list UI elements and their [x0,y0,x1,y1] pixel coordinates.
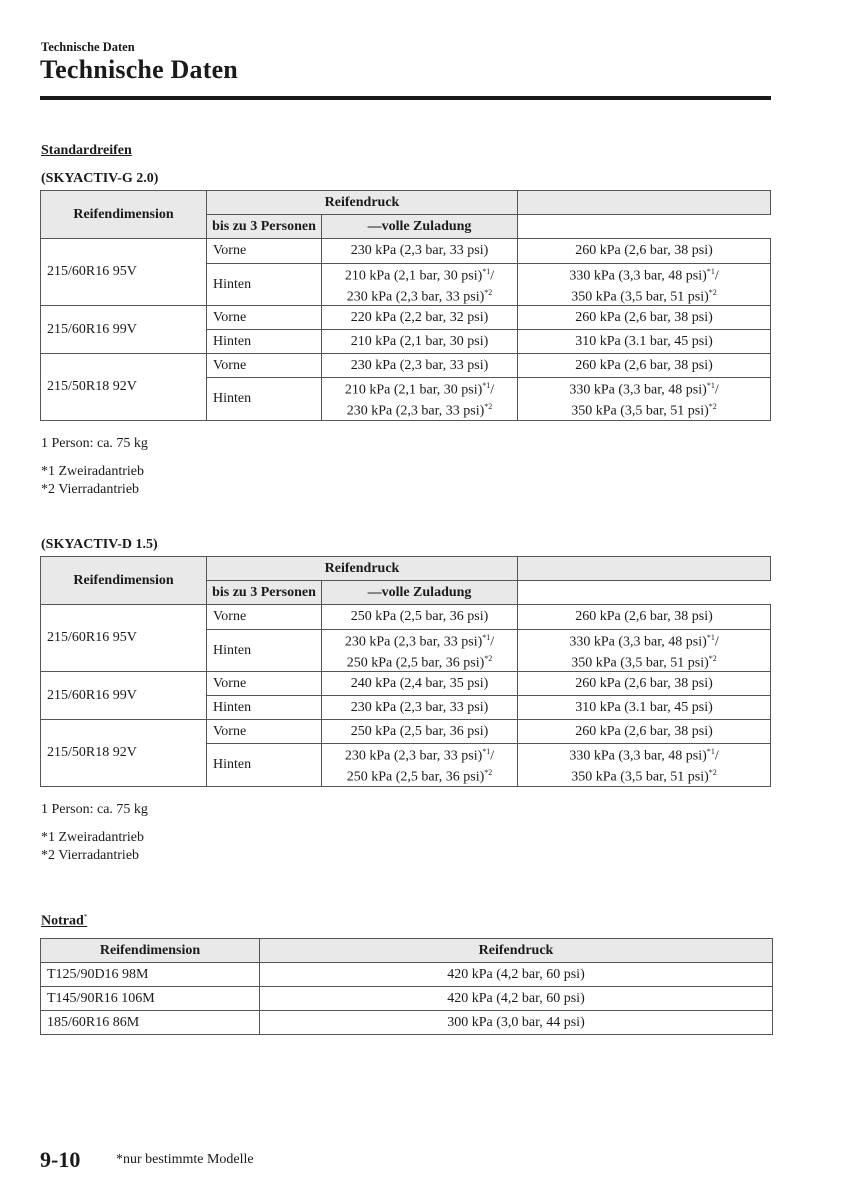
pressure-4wd: 230 kPa (2,3 bar, 33 psi) [346,403,485,419]
pressure-full-load: 260 kPa (2,6 bar, 38 psi) [518,354,771,378]
footnote-models: *nur bestimmte Modelle [116,1152,254,1167]
axle-rear: Hinten [207,630,322,672]
col-header-up-to-3: bis zu 3 Personen [207,581,322,605]
col-header-full-load: —volle Zuladung [322,581,518,605]
pressure-up-to-3: 240 kPa (2,4 bar, 35 psi) [322,672,518,696]
col-header-dimension: Reifendimension [41,557,207,605]
pressure-up-to-3: 220 kPa (2,2 bar, 32 psi) [322,306,518,330]
footnote-4wd: *2 Vierradantrieb [41,482,140,497]
col-header-pressure: Reifendruck [260,939,773,963]
col-header-dimension: Reifendimension [41,939,260,963]
section-title-notrad [41,913,87,930]
engine-subtitle-g20: (SKYACTIV-G 2.0) [41,171,159,186]
pressure-2wd: 230 kPa (2,3 bar, 33 psi) [344,748,483,764]
notrad-title-mark: * [83,913,88,921]
axle-rear: Hinten [207,264,322,306]
notrad-title: Notrad [41,913,84,929]
table-row [41,720,771,744]
axle-rear: Hinten [207,696,322,720]
pressure-up-to-3: 230 kPa (2,3 bar, 33 psi)$^{*1}$/ 250 kPa (2,5 bar, 36 psi)$^{*2}$ [322,630,518,672]
pressure-up-to-3: 250 kPa (2,5 bar, 36 psi) [322,605,518,630]
pressure-2wd: 330 kPa (3,3 bar, 48 psi) [569,634,707,650]
pressure-4wd: 250 kPa (2,5 bar, 36 psi) [346,655,485,671]
col-header-dimension: Reifendimension [41,191,207,239]
pressure-up-to-3: 210 kPa (2,1 bar, 30 psi)$^{*1}$/ 230 kPa (2,3 bar, 33 psi)$^{*2}$ [322,264,518,306]
tire-dimension: 215/50R18 92V [41,354,207,420]
col-header-pressure: Reifendruck [207,557,518,581]
footnote-4wd: *2 Vierradantrieb [41,848,140,863]
table-row [41,354,771,378]
pressure-2wd: 230 kPa (2,3 bar, 33 psi) [344,634,483,650]
axle-front: Vorne [207,605,322,630]
pressure-full-load: 310 kPa (3.1 bar, 45 psi) [518,330,771,354]
pressure-4wd: 350 kPa (3,5 bar, 51 psi) [571,289,709,305]
pressure-2wd: 210 kPa (2,1 bar, 30 psi) [344,268,483,284]
tire-pressure-table-d15 [40,556,771,787]
note-person-weight: 1 Person: ca. 75 kg [41,802,148,817]
pressure-up-to-3: 230 kPa (2,3 bar, 33 psi)$^{*1}$/ 250 kPa (2,5 bar, 36 psi)$^{*2}$ [322,744,518,786]
axle-front: Vorne [207,354,322,378]
table-row [41,1011,773,1035]
tire-dimension: 215/60R16 99V [41,306,207,354]
pressure-2wd: 330 kPa (3,3 bar, 48 psi) [569,382,707,398]
pressure-full-load: 260 kPa (2,6 bar, 38 psi) [518,605,771,630]
table-row [41,605,771,630]
engine-subtitle-d15: (SKYACTIV-D 1.5) [41,537,158,552]
pressure-2wd: 330 kPa (3,3 bar, 48 psi) [569,748,707,764]
axle-front: Vorne [207,239,322,264]
footnote-2wd: *1 Zweiradantrieb [41,464,145,479]
table-row [41,987,773,1011]
table-row [41,239,771,264]
pressure-4wd: 250 kPa (2,5 bar, 36 psi) [346,769,485,785]
axle-front: Vorne [207,720,322,744]
axle-front: Vorne [207,306,322,330]
axle-rear: Hinten [207,378,322,420]
tire-dimension: 215/60R16 95V [41,239,207,306]
pressure-4wd: 350 kPa (3,5 bar, 51 psi) [571,403,709,419]
col-header-pressure-spacer [518,191,771,215]
tire-pressure: 420 kPa (4,2 bar, 60 psi) [260,963,773,987]
page-title: Technische Daten [40,55,238,84]
pressure-full-load: 330 kPa (3,3 bar, 48 psi)$^{*1}$/ 350 kPa (3,5 bar, 51 psi)$^{*2}$ [518,630,771,672]
pressure-up-to-3: 230 kPa (2,3 bar, 33 psi) [322,354,518,378]
tire-dimension: 215/60R16 99V [41,672,207,720]
col-header-up-to-3: bis zu 3 Personen [207,215,322,239]
table-row [41,306,771,330]
tire-pressure: 420 kPa (4,2 bar, 60 psi) [260,987,773,1011]
axle-rear: Hinten [207,744,322,786]
tire-dimension: 215/50R18 92V [41,720,207,786]
pressure-4wd: 350 kPa (3,5 bar, 51 psi) [571,769,709,785]
axle-rear: Hinten [207,330,322,354]
pressure-full-load: 310 kPa (3.1 bar, 45 psi) [518,696,771,720]
pressure-4wd: 230 kPa (2,3 bar, 33 psi) [346,289,485,305]
pressure-up-to-3: 250 kPa (2,5 bar, 36 psi) [322,720,518,744]
pressure-full-load: 330 kPa (3,3 bar, 48 psi)$^{*1}$/ 350 kPa (3,5 bar, 51 psi)$^{*2}$ [518,378,771,420]
pressure-up-to-3: 210 kPa (2,1 bar, 30 psi)$^{*1}$/ 230 kPa (2,3 bar, 33 psi)$^{*2}$ [322,378,518,420]
pressure-2wd: 210 kPa (2,1 bar, 30 psi) [344,382,483,398]
pressure-full-load: 260 kPa (2,6 bar, 38 psi) [518,720,771,744]
pressure-4wd: 350 kPa (3,5 bar, 51 psi) [571,655,709,671]
tire-pressure: 300 kPa (3,0 bar, 44 psi) [260,1011,773,1035]
pressure-up-to-3: 210 kPa (2,1 bar, 30 psi) [322,330,518,354]
spare-tire-table [40,938,773,1035]
table-row [41,672,771,696]
tire-dimension: 215/60R16 95V [41,605,207,672]
note-person-weight: 1 Person: ca. 75 kg [41,436,148,451]
col-header-pressure: Reifendruck [207,191,518,215]
footnote-2wd: *1 Zweiradantrieb [41,830,145,845]
tire-pressure-table-g20 [40,190,771,421]
running-header: Technische Daten [41,40,135,54]
table-row [41,963,773,987]
axle-front: Vorne [207,672,322,696]
pressure-full-load: 330 kPa (3,3 bar, 48 psi)$^{*1}$/ 350 kPa (3,5 bar, 51 psi)$^{*2}$ [518,744,771,786]
section-title-standard: Standardreifen [41,143,132,158]
pressure-full-load: 260 kPa (2,6 bar, 38 psi) [518,239,771,264]
pressure-2wd: 330 kPa (3,3 bar, 48 psi) [569,268,707,284]
pressure-full-load: 330 kPa (3,3 bar, 48 psi)$^{*1}$/ 350 kPa (3,5 bar, 51 psi)$^{*2}$ [518,264,771,306]
col-header-full-load: —volle Zuladung [322,215,518,239]
pressure-full-load: 260 kPa (2,6 bar, 38 psi) [518,672,771,696]
title-rule [40,96,771,100]
col-header-pressure-spacer [518,557,771,581]
pressure-up-to-3: 230 kPa (2,3 bar, 33 psi) [322,239,518,264]
tire-dimension: 185/60R16 86M [41,1011,260,1035]
pressure-full-load: 260 kPa (2,6 bar, 38 psi) [518,306,771,330]
page-number: 9-10 [40,1147,81,1172]
tire-dimension: T125/90D16 98M [41,963,260,987]
tire-dimension: T145/90R16 106M [41,987,260,1011]
pressure-up-to-3: 230 kPa (2,3 bar, 33 psi) [322,696,518,720]
